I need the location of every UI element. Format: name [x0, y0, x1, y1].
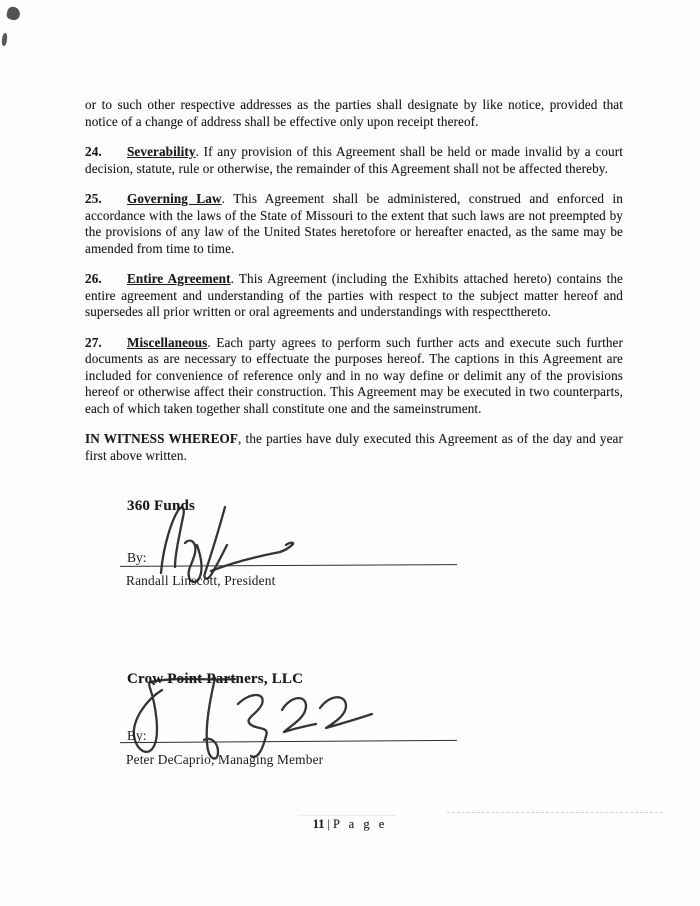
section-text: . This Agreement shall be administered, construed and enforced in accordance with the laws of the State of Missouri to the extent that such laws are not preempted by the provisions of any law of the United States heretofore or hereafter enacted, as the same may be amended from time to time. — [85, 191, 623, 256]
signer-name: Peter DeCaprio, Managing Member — [126, 752, 324, 767]
footer-separator: | — [327, 817, 331, 831]
document-body — [85, 97, 623, 478]
paragraph-text: or to such other respective addresses as the parties shall designate by like notice, provided that notice of a change of address shall be effective only upon receipt thereof. — [85, 97, 623, 129]
section-number: 26. — [85, 271, 102, 286]
section-heading: Entire Agreement — [127, 271, 231, 286]
section-text: . This Agreement (including the Exhibits attached hereto) contains the entire agreement and understanding of the parties with respect to the subject matter hereof and supersedes all prior written or oral agreements and understandings with respectthereto. — [85, 271, 623, 319]
scan-artifact-speck — [6, 6, 22, 22]
by-label: By: — [127, 550, 147, 565]
section-heading: Miscellaneous — [127, 334, 208, 350]
section-number: 24. — [85, 144, 102, 159]
section-26 — [85, 271, 623, 321]
scan-artifact-line — [447, 812, 663, 813]
section-25 — [85, 191, 623, 257]
company-name: Crow Point Partners, LLC — [127, 671, 304, 687]
by-label: By: — [127, 728, 147, 743]
section-number: 27. — [85, 334, 102, 350]
section-text: . If any provision of this Agreement shall be held or made invalid by a court decision, statute, rule or otherwise, the remainder of this Agreement shall not be affected thereby. — [85, 144, 623, 176]
signer-name: Randall Linscott, President — [126, 573, 276, 588]
witness-lead: IN WITNESS WHEREOF — [85, 431, 239, 446]
witness-text: , the parties have duly executed this Agreement as of the day and year first above written. — [85, 431, 623, 463]
section-text: . Each party agrees to perform such further acts and execute such further documents as are necessary to effectuate the purposes hereof. The captions in this Agreement are included for convenience of reference only and in no way define or delimit any of the provisions hereof or otherwise affect their construction. This Agreement may be executed in two counterparts, each of which taken together shall constitute one and the sameinstrument. — [85, 334, 623, 416]
scan-artifact-line — [300, 815, 395, 816]
witness-paragraph — [85, 431, 623, 464]
section-heading: Governing Law — [127, 191, 222, 206]
scan-artifact-speck — [1, 33, 8, 47]
page-footer — [0, 817, 700, 832]
page-number: 11 — [312, 817, 325, 831]
footer-page-word: P a g e — [333, 817, 388, 831]
section-heading: Severability — [127, 144, 196, 159]
section-27 — [85, 335, 623, 418]
section-24 — [85, 144, 623, 177]
company-name: 360 Funds — [127, 498, 196, 514]
section-number: 25. — [85, 191, 102, 206]
intro-paragraph — [85, 97, 623, 130]
